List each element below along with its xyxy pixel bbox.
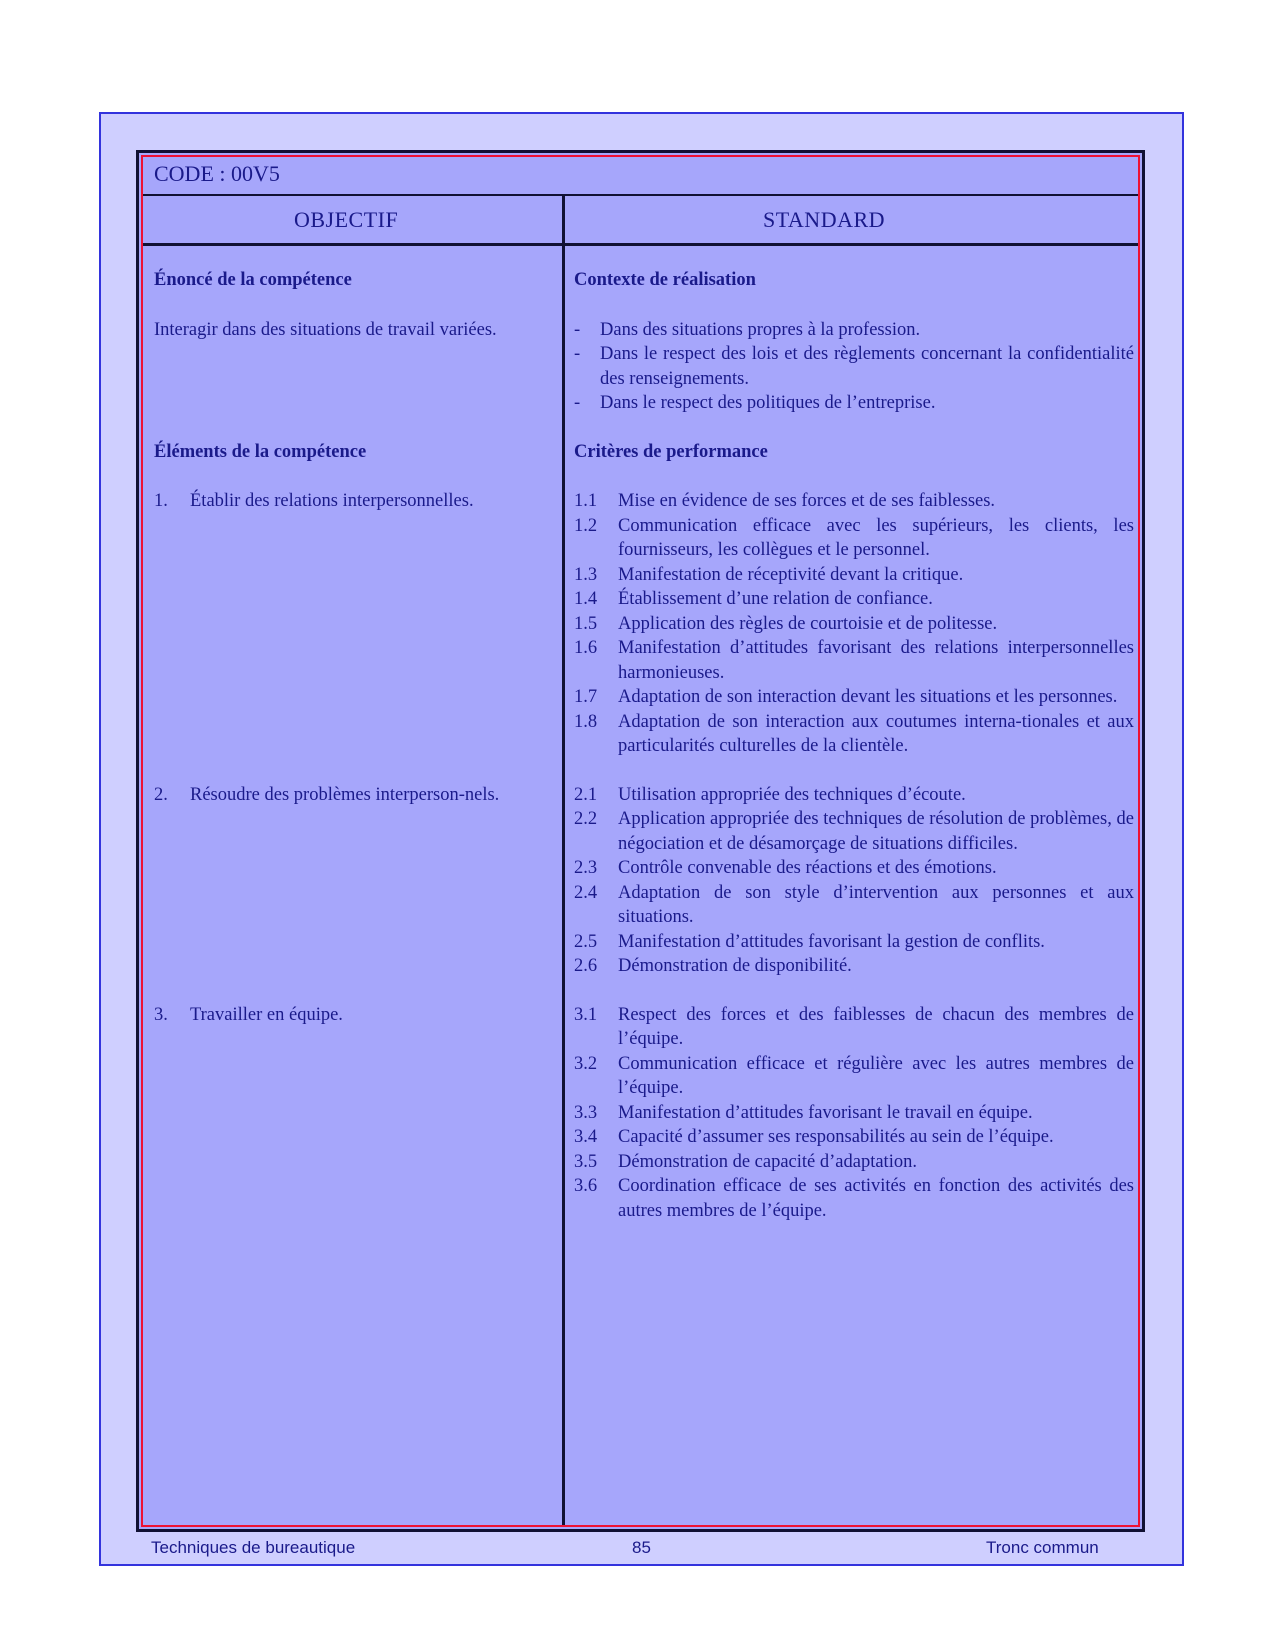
criterion-text: Communication efficace et régulière avec les autres membres de l’équipe.: [618, 1053, 1134, 1098]
bullet-dash: -: [574, 393, 581, 413]
contexte-text: Dans des situations propres à la profession.: [600, 319, 921, 340]
criterion-text: Application appropriée des techniques de résolution de problèmes, de négociation et de désamorçage de situations difficiles.: [618, 809, 1134, 854]
element-item: [154, 1003, 549, 1028]
criteria-group: [574, 783, 1134, 979]
contexte-list: [574, 318, 1134, 416]
table-inner-border: [141, 155, 1140, 1527]
criterion-number: 2.1: [574, 784, 598, 805]
criterion-item: [574, 612, 1134, 637]
code-row: [143, 157, 1138, 196]
code-label: CODE : 00V5: [154, 161, 280, 186]
enonce-title: Énoncé de la compétence: [154, 270, 352, 290]
criterion-text: Manifestation d’attitudes favorisant la gestion de conflits.: [618, 931, 1045, 952]
criterion-item: [574, 930, 1134, 955]
objectif-column: [154, 245, 549, 1025]
criterion-text: Démonstration de capacité d’adaptation.: [618, 1151, 917, 1172]
criterion-item: [574, 636, 1134, 685]
criterion-text: Manifestation de réceptivité devant la critique.: [618, 564, 964, 585]
element-number: 1.: [154, 491, 168, 511]
criterion-number: 3.5: [574, 1151, 598, 1172]
footer-program: Techniques de bureautique: [151, 1538, 356, 1557]
criterion-item: [574, 1101, 1134, 1126]
contexte-text: Dans le respect des politiques de l’entreprise.: [600, 393, 936, 413]
criterion-number: 1.4: [574, 589, 598, 609]
criterion-text: Adaptation de son interaction aux coutumes interna-tionales et aux particularités culturelles de la clientèle.: [618, 711, 1134, 756]
footer-page-number: 85: [632, 1538, 651, 1557]
group-spacer: [574, 759, 1134, 783]
criterion-item: [574, 1150, 1134, 1175]
criterion-number: 1.5: [574, 613, 598, 634]
group-spacer: [574, 979, 1134, 1003]
bullet-dash: -: [574, 319, 581, 340]
criterion-text: Mise en évidence de ses forces et de ses faiblesses.: [618, 491, 996, 511]
criterion-number: 2.6: [574, 956, 598, 976]
header-standard: STANDARD: [763, 207, 886, 232]
criterion-number: 2.3: [574, 858, 598, 878]
criterion-item: [574, 1052, 1134, 1101]
element-text: Établir des relations interpersonnelles.: [190, 491, 474, 511]
criterion-item: [574, 1174, 1134, 1223]
element-text: Résoudre des problèmes interperson-nels.: [190, 784, 500, 805]
criterion-text: Coordination efficace de ses activités en fonction des activités des autres membres de l’équipe.: [618, 1176, 1134, 1221]
criterion-number: 1.3: [574, 564, 598, 585]
criterion-number: 3.4: [574, 1127, 598, 1147]
criterion-text: Utilisation appropriée des techniques d’écoute.: [618, 784, 966, 805]
contexte-title: Contexte de réalisation: [574, 270, 756, 290]
criterion-number: 1.7: [574, 687, 598, 707]
element-item: [154, 489, 549, 514]
element-number: 2.: [154, 784, 168, 805]
contexte-item: [574, 318, 1134, 343]
criterion-text: Application des règles de courtoisie et de politesse.: [618, 613, 998, 634]
criterion-item: [574, 881, 1134, 930]
elements-title: Éléments de la compétence: [154, 442, 367, 462]
criterion-item: [574, 489, 1134, 514]
header-objectif: OBJECTIF: [294, 207, 399, 232]
competency-table: [136, 150, 1145, 1532]
criterion-number: 1.8: [574, 711, 598, 732]
criterion-item: [574, 1003, 1134, 1052]
criterion-number: 1.6: [574, 638, 598, 658]
criterion-number: 3.3: [574, 1102, 598, 1123]
criterion-number: 2.4: [574, 882, 598, 903]
criterion-text: Contrôle convenable des réactions et des émotions.: [618, 858, 997, 878]
criterion-text: Respect des forces et des faiblesses de chacun des membres de l’équipe.: [618, 1004, 1134, 1049]
contexte-text: Dans le respect des lois et des règlements concernant la confidentialité des renseignements.: [600, 344, 1134, 389]
criterion-text: Adaptation de son interaction devant les situations et les personnes.: [618, 687, 1118, 707]
criterion-number: 2.2: [574, 809, 598, 829]
criterion-number: 3.1: [574, 1004, 598, 1025]
criterion-text: Communication efficace avec les supérieurs, les clients, les fournisseurs, les collègues et le personnel.: [618, 515, 1134, 560]
criterion-item: [574, 856, 1134, 881]
criterion-number: 3.6: [574, 1176, 598, 1196]
criteria-list: [574, 489, 1134, 1223]
criterion-item: [574, 710, 1134, 759]
criterion-item: [574, 807, 1134, 856]
standard-column: [574, 245, 1134, 1223]
criteria-group: [574, 1003, 1134, 1224]
criterion-text: Établissement d’une relation de confiance.: [618, 589, 933, 609]
criterion-item: [574, 587, 1134, 612]
criterion-number: 1.2: [574, 515, 598, 536]
criterion-text: Manifestation d’attitudes favorisant le travail en équipe.: [618, 1102, 1033, 1123]
criterion-item: [574, 514, 1134, 563]
header-row: [143, 196, 1138, 246]
criterion-item: [574, 1125, 1134, 1150]
footer-section: Tronc commun: [986, 1538, 1099, 1557]
criterion-item: [574, 685, 1134, 710]
column-divider: [562, 196, 565, 1525]
criteres-title: Critères de performance: [574, 441, 768, 462]
contexte-item: [574, 391, 1134, 416]
criterion-item: [574, 783, 1134, 808]
criterion-text: Adaptation de son style d’intervention aux personnes et aux situations.: [618, 882, 1134, 927]
bullet-dash: -: [574, 344, 581, 364]
contexte-item: [574, 342, 1134, 391]
criterion-number: 3.2: [574, 1053, 598, 1074]
element-number: 3.: [154, 1004, 168, 1025]
criteria-group: [574, 489, 1134, 759]
criterion-item: [574, 954, 1134, 979]
enonce-text: Interagir dans des situations de travail variées.: [154, 319, 497, 340]
element-item: [154, 783, 549, 808]
criterion-number: 1.1: [574, 491, 598, 511]
criterion-item: [574, 563, 1134, 588]
criterion-number: 2.5: [574, 931, 598, 952]
criterion-text: Manifestation d’attitudes favorisant des relations interpersonnelles harmonieuses.: [618, 638, 1134, 683]
element-text: Travailler en équipe.: [190, 1004, 343, 1025]
criterion-text: Capacité d’assumer ses responsabilités au sein de l’équipe.: [618, 1127, 1054, 1147]
criterion-text: Démonstration de disponibilité.: [618, 956, 852, 976]
